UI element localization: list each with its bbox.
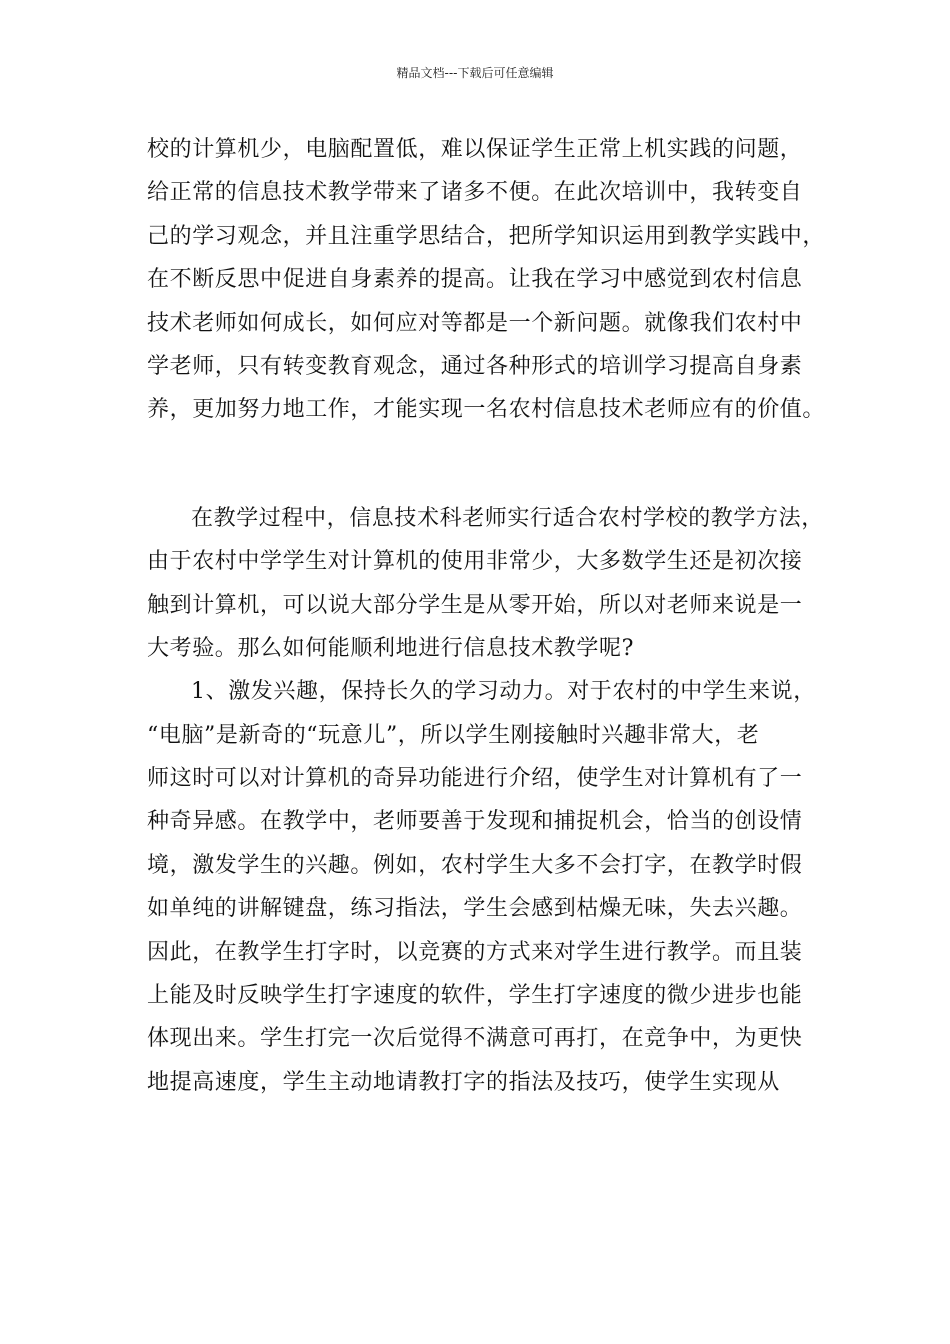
text-line: 因此，在教学生打字时，以竞赛的方式来对学生进行教学。而且装: [147, 939, 803, 965]
text-line: 体现出来。学生打完一次后觉得不满意可再打，在竞争中，为更快: [147, 1026, 803, 1052]
page-header: 精品文档---下载后可任意编辑: [396, 66, 554, 80]
text-line: 给正常的信息技术教学带来了诸多不便。在此次培训中，我转变自: [147, 180, 803, 206]
text-line: 如单纯的讲解键盘，练习指法，学生会感到枯燥无味，失去兴趣。: [147, 896, 803, 922]
text-line: 在教学过程中，信息技术科老师实行适合农村学校的教学方法，: [191, 505, 824, 531]
text-line: 种奇异感。在教学中，老师要善于发现和捕捉机会，恰当的创设情: [147, 809, 803, 835]
text-line: “电脑”是新奇的“玩意儿”，所以学生刚接触时兴趣非常大，老: [147, 722, 760, 748]
text-line: 境，激发学生的兴趣。例如，农村学生大多不会打字，在教学时假: [147, 852, 803, 878]
paragraph-2: [147, 497, 822, 671]
text-line: 校的计算机少，电脑配置低，难以保证学生正常上机实践的问题，: [147, 137, 803, 162]
text-line: 1、激发兴趣，保持长久的学习动力。对于农村的中学生来说，: [191, 679, 816, 705]
text-line: 在不断反思中促进自身素养的提高。让我在学习中感觉到农村信息: [147, 267, 803, 293]
text-line: 地提高速度，学生主动地请教打字的指法及技巧，使学生实现从: [147, 1069, 780, 1095]
paragraph-spacer: [147, 432, 822, 497]
text-line: 触到计算机，可以说大部分学生是从零开始，所以对老师来说是一: [147, 592, 803, 618]
text-line: 师这时可以对计算机的奇异功能进行介绍，使学生对计算机有了一: [147, 766, 803, 792]
text-line: 养，更加努力地工作，才能实现一名农村信息技术老师应有的价值。: [147, 397, 826, 423]
text-line: 己的学习观念，并且注重学思结合，把所学知识运用到教学实践中，: [147, 223, 826, 249]
text-line: 上能及时反映学生打字速度的软件，学生打字速度的微少进步也能: [147, 983, 803, 1009]
paragraph-1: [147, 128, 826, 432]
text-line: 技术老师如何成长，如何应对等都是一个新问题。就像我们农村中: [147, 310, 803, 336]
text-line: 学老师，只有转变教育观念，通过各种形式的培训学习提高自身素: [147, 353, 803, 379]
text-line: 大考验。那么如何能顺利地进行信息技术教学呢?: [147, 635, 634, 661]
document-body: [147, 128, 826, 1104]
text-line: 由于农村中学学生对计算机的使用非常少，大多数学生还是初次接: [147, 549, 803, 575]
paragraph-3: [147, 670, 822, 1104]
